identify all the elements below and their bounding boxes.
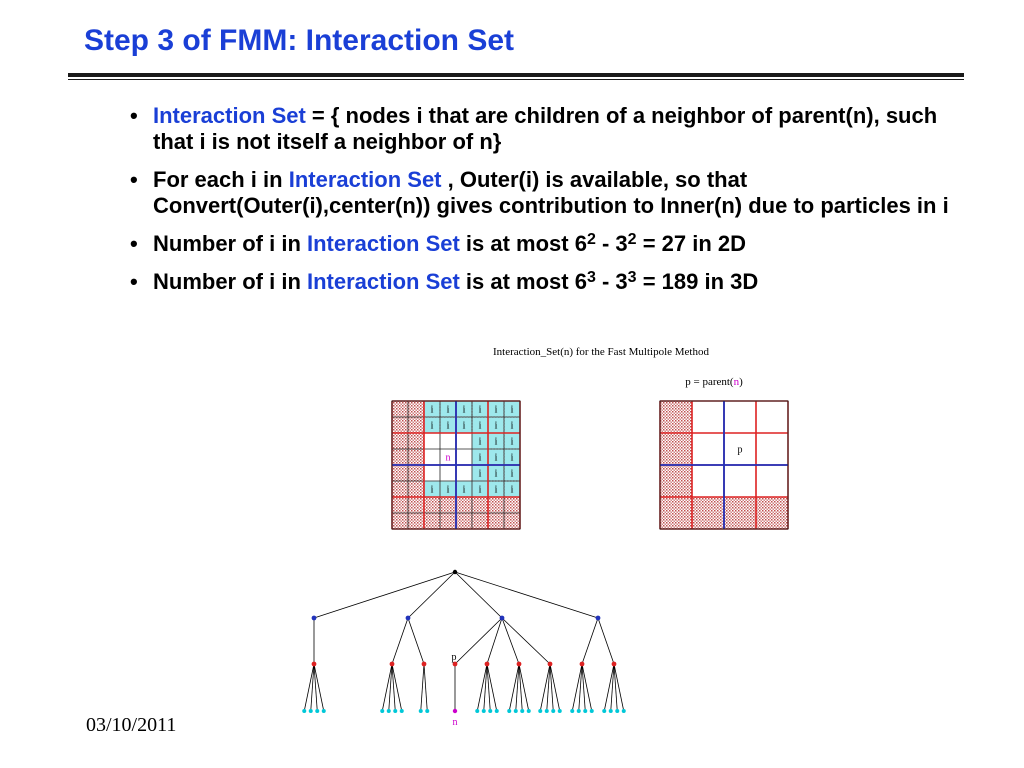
tree-level1-node xyxy=(312,616,317,621)
cell-label-i: i xyxy=(494,452,498,464)
cell-label-i: i xyxy=(446,404,450,416)
tree-leaf-node xyxy=(495,709,499,713)
cell-label-n: n xyxy=(445,452,451,464)
tree-leaf-node xyxy=(583,709,587,713)
tree-root-node xyxy=(453,570,457,574)
exponent: 2 xyxy=(627,231,637,248)
cell-label-i: i xyxy=(494,404,498,416)
cell-label-i: i xyxy=(494,468,498,480)
bullet-dot: • xyxy=(130,269,138,294)
cell-label-i: i xyxy=(462,484,466,496)
cell-label-i: i xyxy=(430,404,434,416)
parent-caption-suffix: ) xyxy=(739,376,743,388)
tree-leaf-node xyxy=(322,709,326,713)
tree-leaf-node xyxy=(558,709,562,713)
bullet-dot: • xyxy=(130,231,138,256)
tree-edge xyxy=(408,618,424,664)
quadtree-diagram xyxy=(302,570,626,728)
cell-label-i: i xyxy=(478,468,482,480)
slide-date: 03/10/2011 xyxy=(86,714,177,736)
tree-level2-node xyxy=(580,662,585,667)
tree-leaf-node xyxy=(475,709,479,713)
cell-label-i: i xyxy=(430,420,434,432)
tree-edge xyxy=(455,572,502,618)
tree-label-n: n xyxy=(452,717,458,728)
tree-edge xyxy=(392,618,408,664)
figure-caption: Interaction_Set(n) for the Fast Multipole Method xyxy=(493,346,709,358)
tree-leaf-node xyxy=(425,709,429,713)
bullet-lead: Number of i in xyxy=(153,231,307,256)
tree-leaf-node xyxy=(577,709,581,713)
bullet-mid2: - 3 xyxy=(595,231,628,256)
tree-level2-node xyxy=(312,662,317,667)
slide-title: Step 3 of FMM: Interaction Set xyxy=(84,24,515,57)
exponent: 2 xyxy=(586,231,596,248)
exponent: 3 xyxy=(586,269,596,286)
bullet-text: = { nodes i that are children of a neighbor of parent(n), such that i is not itself a neighbor of n} xyxy=(153,103,938,154)
tree-edge xyxy=(502,618,550,664)
tree-edge xyxy=(502,618,519,664)
bullet-mid: is at most 6 xyxy=(459,231,587,256)
tree-leaf-node xyxy=(400,709,404,713)
tree-leaf-node xyxy=(387,709,391,713)
tree-leaf-node xyxy=(527,709,531,713)
bullet-tail: = 27 in 2D xyxy=(636,231,747,256)
bullet-dot: • xyxy=(130,167,138,192)
cell-label-i: i xyxy=(510,452,514,464)
tree-leaf-node xyxy=(615,709,619,713)
tree-label-p: p xyxy=(451,652,457,663)
tree-edge xyxy=(582,618,598,664)
tree-level2-node xyxy=(485,662,490,667)
bullet-lead: Number of i in xyxy=(153,269,307,294)
parent-caption-prefix: p = parent( xyxy=(685,376,734,388)
tree-leaf-node xyxy=(551,709,555,713)
cell-label-i: i xyxy=(478,420,482,432)
term-interaction-set: Interaction Set xyxy=(307,231,460,256)
tree-level2-node xyxy=(422,662,427,667)
tree-leaf-node xyxy=(602,709,606,713)
tree-leaf-node xyxy=(609,709,613,713)
tree-edge xyxy=(455,572,598,618)
tree-edge xyxy=(424,664,427,711)
cell-label-i: i xyxy=(430,484,434,496)
tree-leaf-node xyxy=(520,709,524,713)
term-interaction-set: Interaction Set xyxy=(307,269,460,294)
bullet-text: , Outer(i) is available, so that Convert(Outer(i),center(n)) gives contribution to Inner(n) due to particles in i xyxy=(153,167,949,218)
tree-leaf-node xyxy=(393,709,397,713)
tree-leaf-node xyxy=(622,709,626,713)
tree-level1-node xyxy=(596,616,601,621)
tree-leaf-node xyxy=(302,709,306,713)
cell-label-i: i xyxy=(478,436,482,448)
cell-label-i: i xyxy=(494,436,498,448)
tree-leaf-node xyxy=(514,709,518,713)
cell-label-i: i xyxy=(446,420,450,432)
cell-label-i: i xyxy=(510,484,514,496)
bullet-tail: = 189 in 3D xyxy=(636,269,759,294)
tree-level1-node xyxy=(406,616,411,621)
cell-label-i: i xyxy=(510,468,514,480)
tree-edge xyxy=(598,618,614,664)
parent-grid xyxy=(660,401,788,529)
tree-edge xyxy=(455,618,502,664)
interaction-grid xyxy=(392,401,520,529)
tree-leaf-node xyxy=(315,709,319,713)
tree-leaf-node xyxy=(545,709,549,713)
tree-edge xyxy=(408,572,455,618)
tree-leaf-node xyxy=(309,709,313,713)
bullet-mid2: - 3 xyxy=(595,269,628,294)
tree-level2-node xyxy=(390,662,395,667)
bullet-mid: is at most 6 xyxy=(459,269,587,294)
cell-label-i: i xyxy=(446,484,450,496)
tree-edge xyxy=(314,572,455,618)
tree-level1-node xyxy=(500,616,505,621)
tree-leaf-node xyxy=(507,709,511,713)
tree-leaf-node xyxy=(488,709,492,713)
cell-label-i: i xyxy=(510,404,514,416)
exponent: 3 xyxy=(627,269,637,286)
cell-label-i: i xyxy=(510,436,514,448)
cell-label-i: i xyxy=(510,420,514,432)
tree-edge xyxy=(421,664,424,711)
bullet-lead: For each i in xyxy=(153,167,289,192)
tree-leaf-node xyxy=(590,709,594,713)
tree-level2-node xyxy=(548,662,553,667)
tree-leaf-node xyxy=(419,709,423,713)
tree-node-n xyxy=(453,709,457,713)
cell-label-p: p xyxy=(737,444,743,456)
tree-leaf-node xyxy=(538,709,542,713)
tree-leaf-node xyxy=(482,709,486,713)
tree-leaf-node xyxy=(380,709,384,713)
cell-label-i: i xyxy=(478,404,482,416)
tree-level2-node xyxy=(517,662,522,667)
tree-leaf-node xyxy=(570,709,574,713)
parent-caption xyxy=(685,376,743,388)
svg-text:p = parent(n) xyxy=(685,376,743,388)
term-interaction-set: Interaction Set xyxy=(288,167,442,192)
cell-label-i: i xyxy=(462,420,466,432)
cell-label-i: i xyxy=(494,420,498,432)
bullet-dot: • xyxy=(130,103,138,128)
tree-level2-node xyxy=(612,662,617,667)
cell-label-i: i xyxy=(478,452,482,464)
cell-label-i: i xyxy=(494,484,498,496)
cell-label-i: i xyxy=(478,484,482,496)
parent-caption-node: n xyxy=(733,376,740,388)
term-interaction-set: Interaction Set xyxy=(153,103,306,128)
cell-label-i: i xyxy=(462,404,466,416)
